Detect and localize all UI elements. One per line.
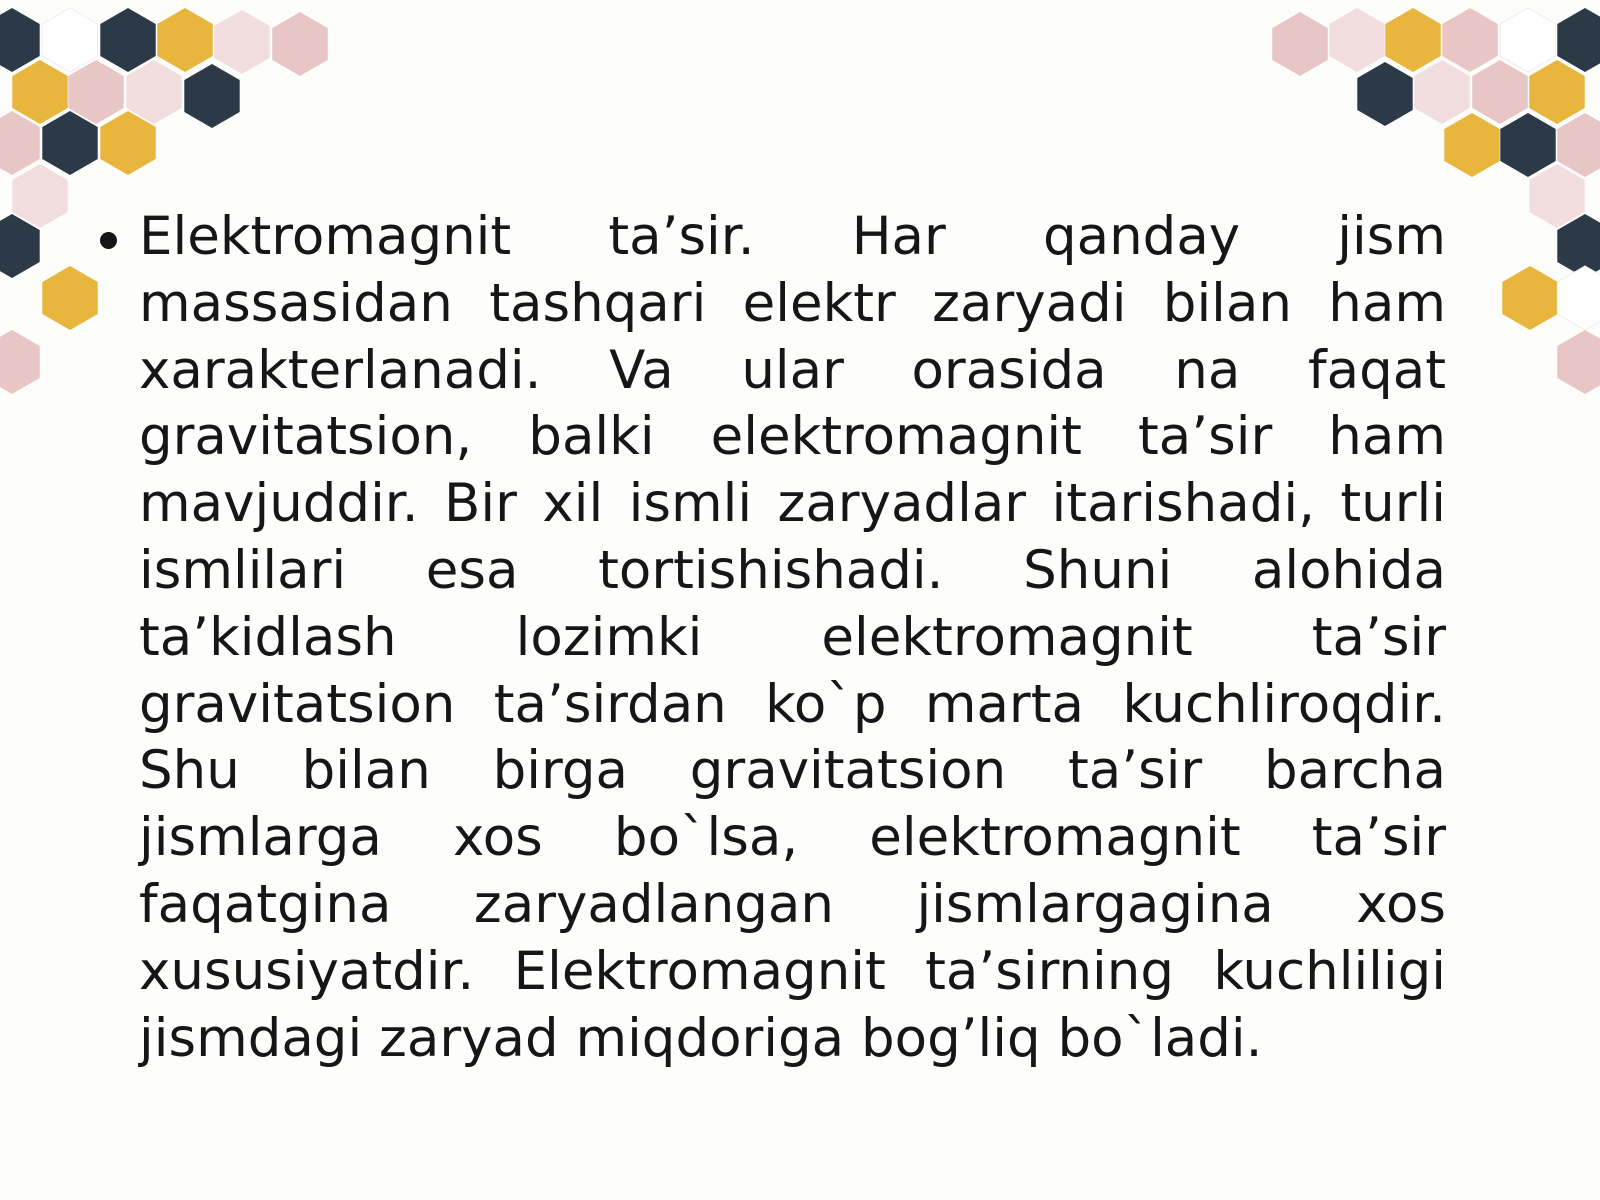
bullet-icon	[100, 232, 117, 249]
hexagon-shape	[214, 10, 269, 74]
hexagon-shape	[1557, 8, 1600, 72]
hexagon-shape	[12, 60, 67, 124]
hexagon-shape	[1385, 8, 1440, 72]
bullet-item	[100, 204, 1446, 1072]
hexagon-shape	[1414, 60, 1469, 124]
hexagon-shape	[1444, 113, 1499, 177]
hexagon-shape	[272, 12, 327, 76]
hexagon-shape	[1557, 266, 1600, 330]
hexagon-shape	[157, 8, 212, 72]
hexagon-shape	[0, 8, 40, 72]
hexagon-shape	[1502, 266, 1557, 330]
hexagon-shape	[1557, 330, 1600, 394]
hexagon-shape	[1442, 8, 1497, 72]
hexagon-shape	[42, 266, 97, 330]
hexagon-shape	[68, 60, 123, 124]
hexagon-shape	[1357, 62, 1412, 126]
hexagon-shape	[12, 164, 67, 228]
content-text-block	[100, 204, 1446, 1072]
hexagon-shape	[42, 111, 97, 175]
hexagon-shape	[1529, 164, 1584, 228]
hexagon-shape	[126, 60, 181, 124]
bullet-text: Elektromagnit ta’sir. Har qanday jism massasidan tashqari elektr zaryadi bilan ham xarakterlanadi. Va ular orasida na faqat gravitatsion, balki elektromagnit ta’sir ham mavjuddir. Bir xil ismli zaryadlar itarishadi, turli ismlilari esa tortishishadi. Shuni alohida ta’kidlash lozimki elektromagnit ta’sir gravitatsion ta’sirdan ko`p marta kuchliroqdir. Shu bilan birga gravitatsion ta’sir barcha jismlarga xos bo`lsa, elektromagnit ta’sir faqatgina zaryadlangan jismlargagina xos xususiyatdir. Elektromagnit ta’sirning kuchliligi jismdagi zaryad miqdoriga bog’liq bo`ladi.	[139, 206, 1446, 1069]
hexagon-shape	[0, 330, 40, 394]
hexagon-shape	[100, 8, 155, 72]
hexagon-shape	[184, 64, 239, 128]
hexagon-shape	[100, 111, 155, 175]
hexagon-shape	[1272, 12, 1327, 76]
hexagon-shape	[1529, 60, 1584, 124]
hexagon-shape	[1557, 113, 1600, 177]
hexagon-shape	[1472, 60, 1527, 124]
hexagon-shape	[1500, 113, 1555, 177]
hexagon-shape	[1500, 8, 1555, 72]
hexagon-shape	[42, 8, 97, 72]
hexagon-shape	[0, 111, 40, 175]
hexagon-shape	[1329, 8, 1384, 72]
